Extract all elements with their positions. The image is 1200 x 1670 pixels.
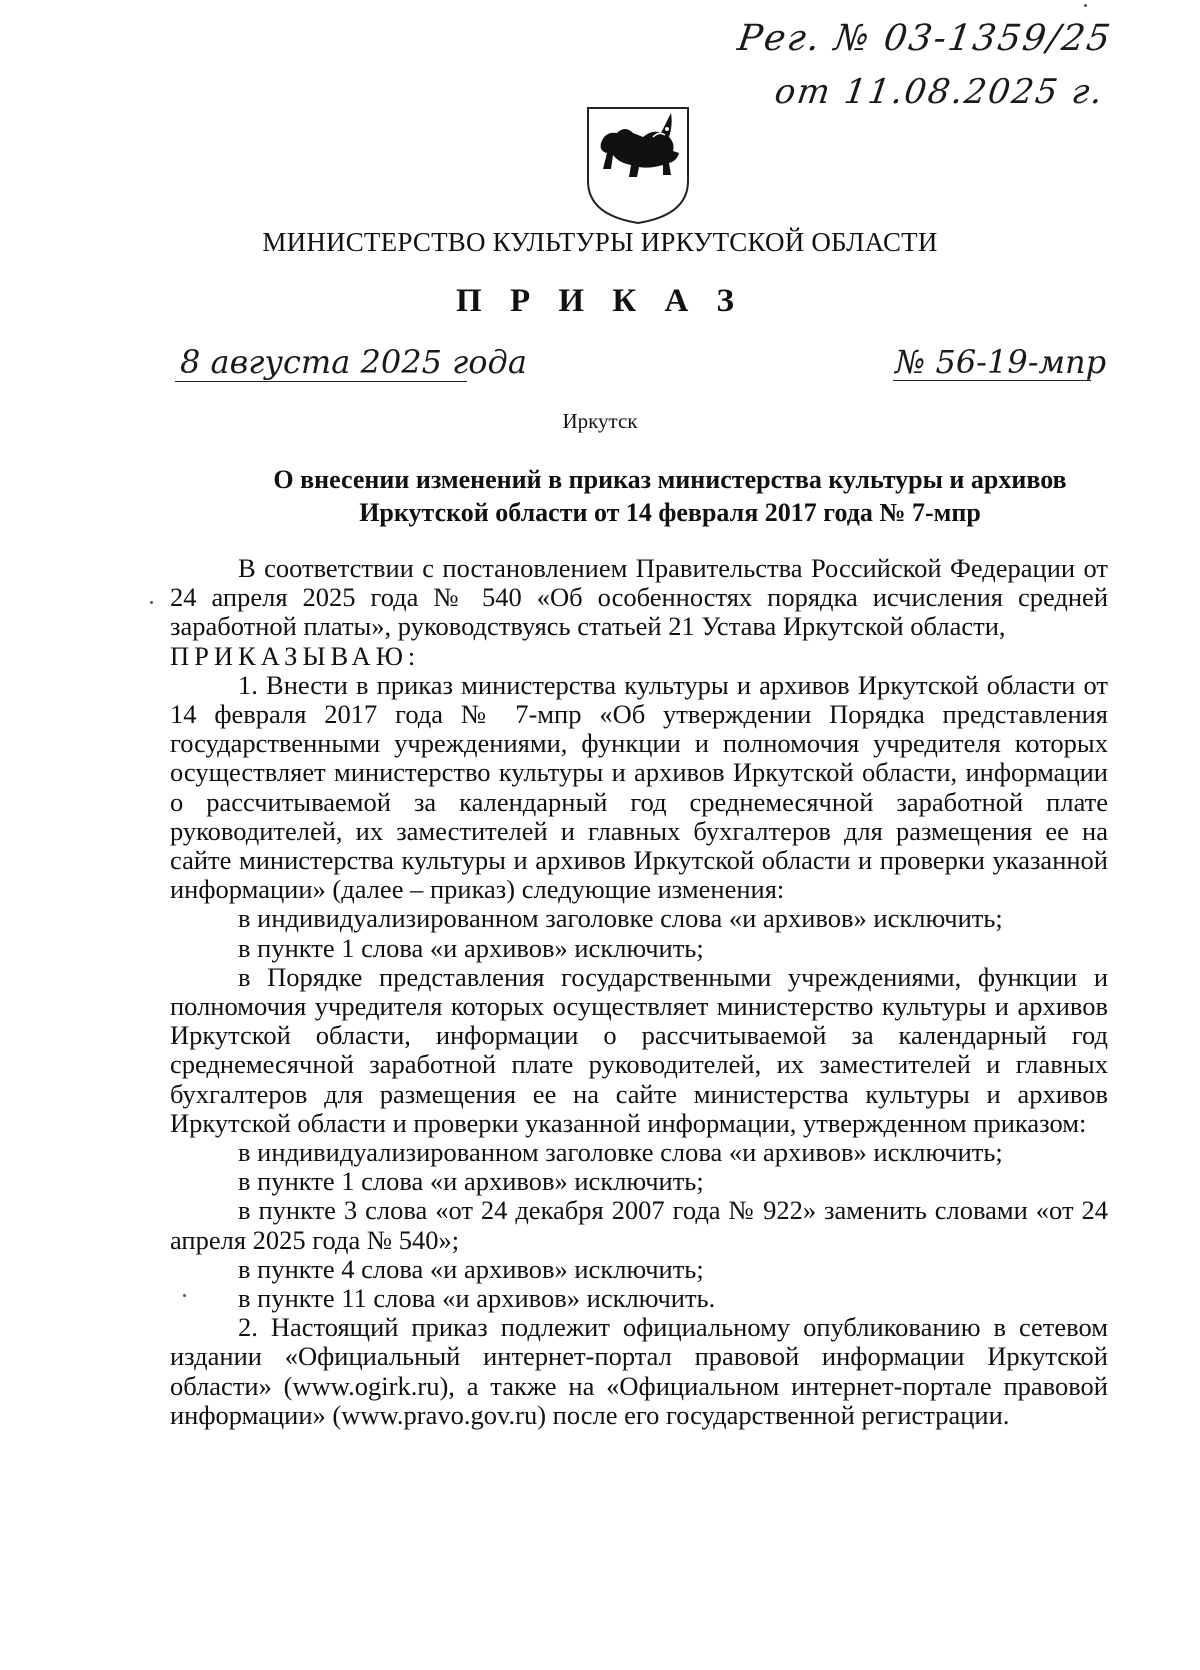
number-underline: [893, 380, 1091, 381]
order-word: ПРИКАЗЫВАЮ:: [170, 640, 421, 671]
document-type: П Р И К А З: [456, 283, 744, 319]
change-paragraph: в индивидуализированном заголовке слова «и архивов» исключить;: [238, 903, 1003, 934]
change-paragraph: в пункте 11 слова «и архивов» исключить.: [238, 1283, 716, 1314]
scan-speck: [1084, 4, 1087, 7]
date-underline: [175, 381, 467, 382]
item-2-paragraph: 2. Настоящий приказ подлежит официальному опубликованию в сетевом издании «Официальный интернет-портал правовой информации Иркутской области» (www.ogirk.ru), а также на «Официальном интернет-портале правовой информации» (www.pravo.gov.ru) после его государственной регистрации.: [170, 1312, 1108, 1430]
preamble-paragraph: В соответствии с постановлением Правительства Российской Федерации от 24 апреля 2025 года № 540 «Об особенностях порядка исчисления средней заработной платы», руководствуясь статьей 21 Устава Иркутской области,: [170, 553, 1108, 642]
change-paragraph: в пункте 3 слова «от 24 декабря 2007 года № 922» заменить словами «от 24 апреля 2025 года № 540»;: [170, 1195, 1108, 1255]
change-paragraph: в пункте 4 слова «и архивов» исключить;: [238, 1253, 704, 1284]
ministry-name: МИНИСТЕРСТВО КУЛЬТУРЫ ИРКУТСКОЙ ОБЛАСТИ: [262, 227, 938, 257]
city: Иркутск: [562, 409, 638, 433]
title-line-1: О внесении изменений в приказ министерства культуры и архивов: [273, 465, 1067, 494]
handwritten-number: № 56-19-мпр: [895, 343, 1107, 381]
change-paragraph: в пункте 1 слова «и архивов» исключить;: [238, 932, 704, 963]
document-body: [170, 554, 1108, 1430]
order-procedure-paragraph: в Порядке представления государственными учреждениями, функции и полномочия учредителя которых осуществляет министерство культуры и архивов Иркутской области, информации о рассчитываемой за календарный год среднемесячной заработной плате руководителей, их заместителей и главных бухгалтеров для размещения ее на сайте министерства культуры и архивов Иркутской области и проверки указанной информации, утвержденном приказом:: [170, 961, 1108, 1138]
document-title: [240, 463, 1100, 529]
registration-date: от 11.08.2025 г.: [772, 72, 1107, 112]
title-line-2: Иркутской области от 14 февраля 2017 года № 7-мпр: [359, 498, 981, 527]
registration-number: Рег. № 03-1359/25: [735, 18, 1115, 59]
handwritten-date: 8 августа 2025 года: [180, 343, 527, 381]
coat-of-arms-icon: [583, 103, 693, 226]
item-1-paragraph: 1. Внести в приказ министерства культуры и архивов Иркутской области от 14 февраля 2017 года № 7-мпр «Об утверждении Порядка представления государственными учреждениями, функции и полномочия учредителя которых осуществляет министерство культуры и архивов Иркутской области, информации о рассчитываемой за календарный год среднемесячной заработной плате руководителей, их заместителей и главных бухгалтеров для размещения ее на сайте министерства культуры и архивов Иркутской области и проверки указанной информации» (далее – приказ) следующие изменения:: [170, 669, 1108, 905]
scan-speck: [150, 601, 153, 604]
change-paragraph: в пункте 1 слова «и архивов» исключить;: [238, 1166, 704, 1197]
scan-speck: [183, 1294, 186, 1297]
change-paragraph: в индивидуализированном заголовке слова «и архивов» исключить;: [238, 1137, 1003, 1168]
